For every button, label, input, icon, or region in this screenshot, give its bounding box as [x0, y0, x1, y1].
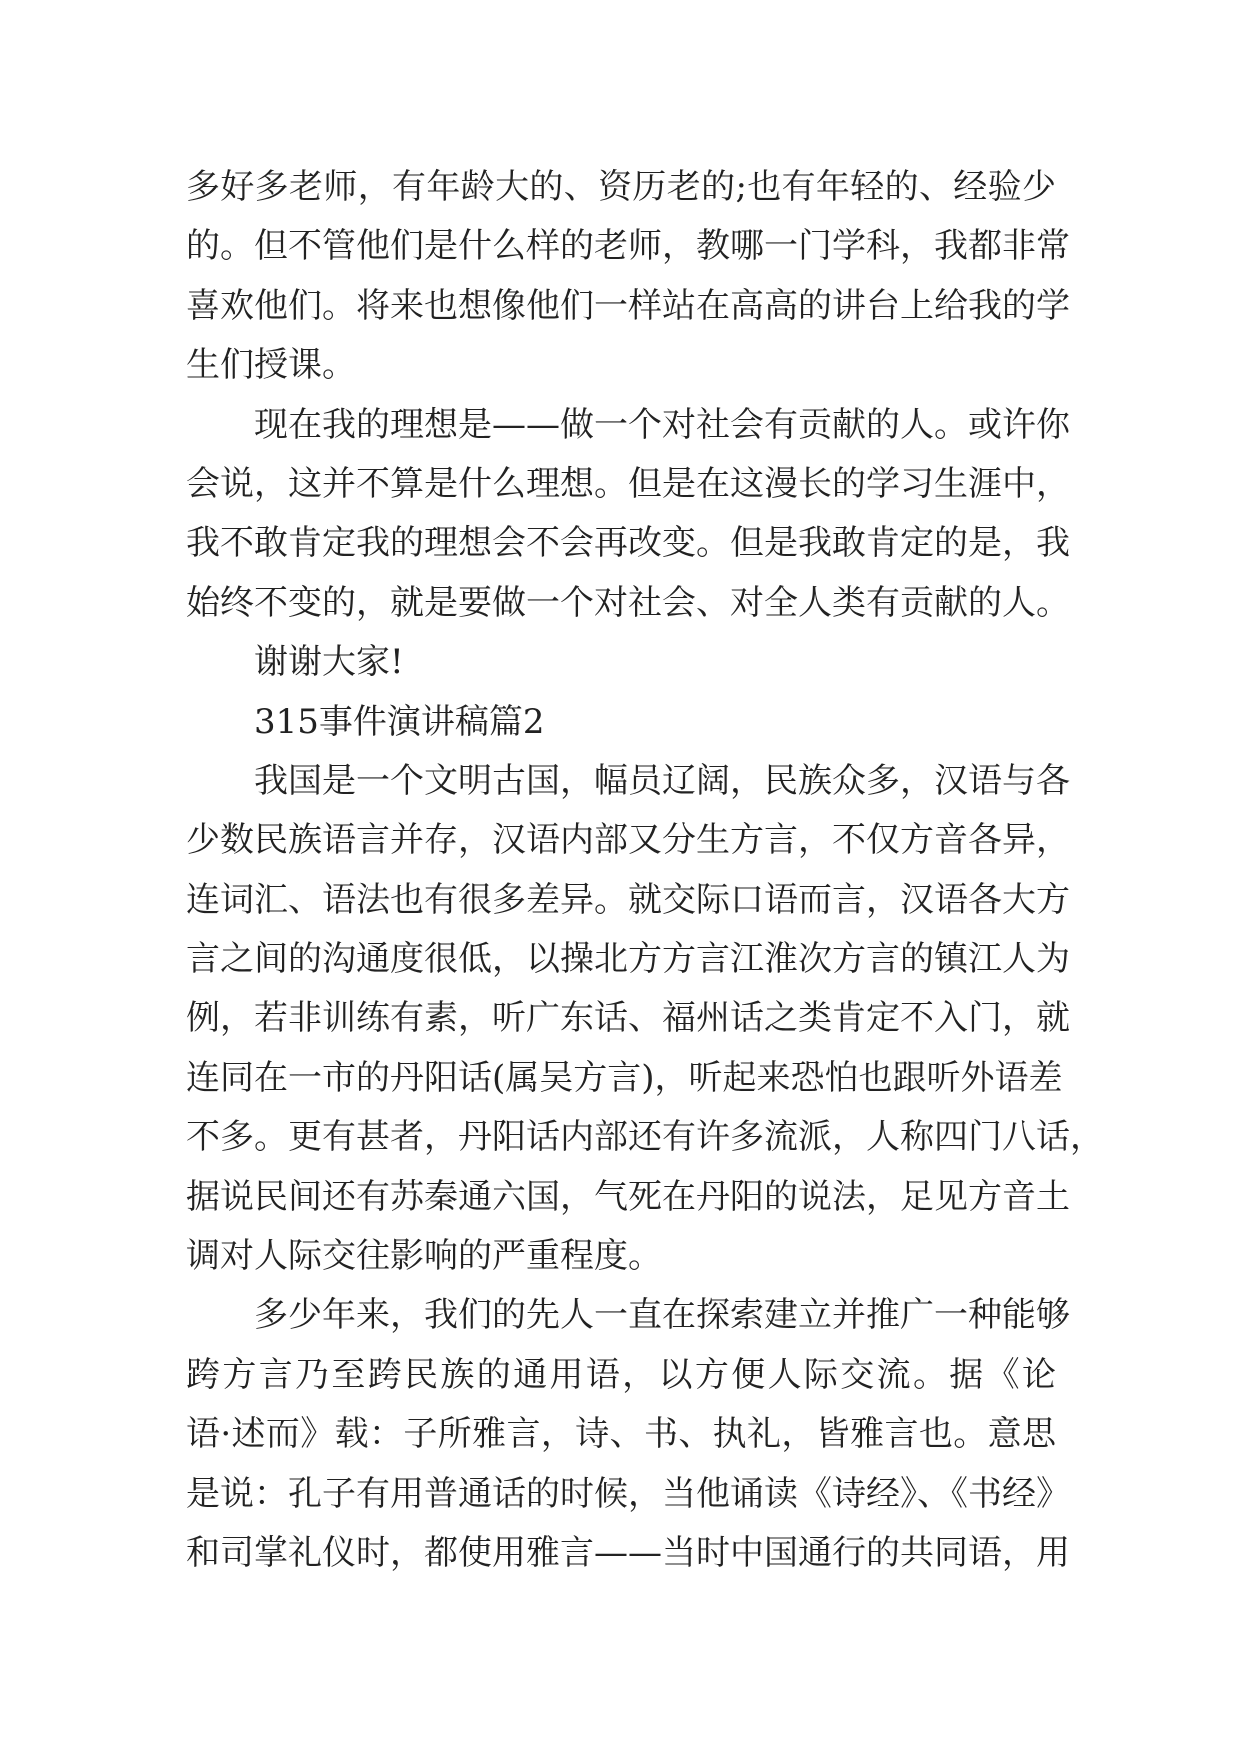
- paragraph-4-line-5: 例，若非训练有素，听广东话、福州话之类肯定不入门，就: [186, 998, 1070, 1039]
- paragraph-2-line-2: 会说，这并不算是什么理想。但是在这漫长的学习生涯中，: [186, 463, 1070, 504]
- document-body: [186, 158, 1104, 1583]
- paragraph-5-line-1: 多少年来，我们的先人一直在探索建立并推广一种能够: [254, 1295, 1070, 1336]
- paragraph-4-line-3: 连词汇、语法也有很多差异。就交际口语而言，汉语各大方: [186, 879, 1070, 920]
- paragraph-4-line-6: 连同在一市的丹阳话(属吴方言)，听起来恐怕也跟听外语差: [186, 1057, 1063, 1098]
- paragraph-5-line-3: 语·述而》载：子所雅言，诗、书、执礼，皆雅言也。意思: [186, 1414, 1056, 1455]
- paragraph-5-line-2: 跨方言乃至跨民族的通用语，以方便人际交流。据《论: [186, 1354, 1056, 1395]
- paragraph-1-line-1: 多好多老师，有年龄大的、资历老的;也有年轻的、经验少: [186, 167, 1056, 207]
- paragraph-5-line-5: 和司掌礼仪时，都使用雅言——当时中国通行的共同语，用: [186, 1532, 1070, 1573]
- paragraph-5-line-4: 是说：孔子有用普通话的时候，当他诵读《诗经》、《书经》: [186, 1473, 1070, 1514]
- paragraph-1-line-3: 喜欢他们。将来也想像他们一样站在高高的讲台上给我的学: [186, 285, 1070, 326]
- paragraph-2-line-1: 现在我的理想是——做一个对社会有贡献的人。或许你: [254, 404, 1070, 445]
- paragraph-4-line-8: 据说民间还有苏秦通六国，气死在丹阳的说法，足见方音土: [186, 1176, 1070, 1217]
- paragraph-2-line-4: 始终不变的，就是要做一个对社会、对全人类有贡献的人。: [186, 582, 1070, 623]
- section-heading: 315事件演讲稿篇2: [254, 701, 545, 742]
- paragraph-3-line-1: 谢谢大家!: [254, 642, 404, 683]
- paragraph-4-line-4: 言之间的沟通度很低，以操北方方言江淮次方言的镇江人为: [186, 939, 1070, 980]
- paragraph-1-line-2: 的。但不管他们是什么样的老师，教哪一门学科，我都非常: [186, 226, 1070, 267]
- paragraph-2-line-3: 我不敢肯定我的理想会不会再改变。但是我敢肯定的是，我: [186, 523, 1070, 564]
- paragraph-4-line-1: 我国是一个文明古国，幅员辽阔，民族众多，汉语与各: [254, 760, 1070, 801]
- paragraph-4-line-7: 不多。更有甚者，丹阳话内部还有许多流派，人称四门八话，: [186, 1117, 1104, 1158]
- paragraph-4-line-9: 调对人际交往影响的严重程度。: [186, 1236, 662, 1277]
- paragraph-4-line-2: 少数民族语言并存，汉语内部又分生方言，不仅方音各异，: [186, 820, 1070, 861]
- paragraph-1-line-4: 生们授课。: [186, 345, 356, 386]
